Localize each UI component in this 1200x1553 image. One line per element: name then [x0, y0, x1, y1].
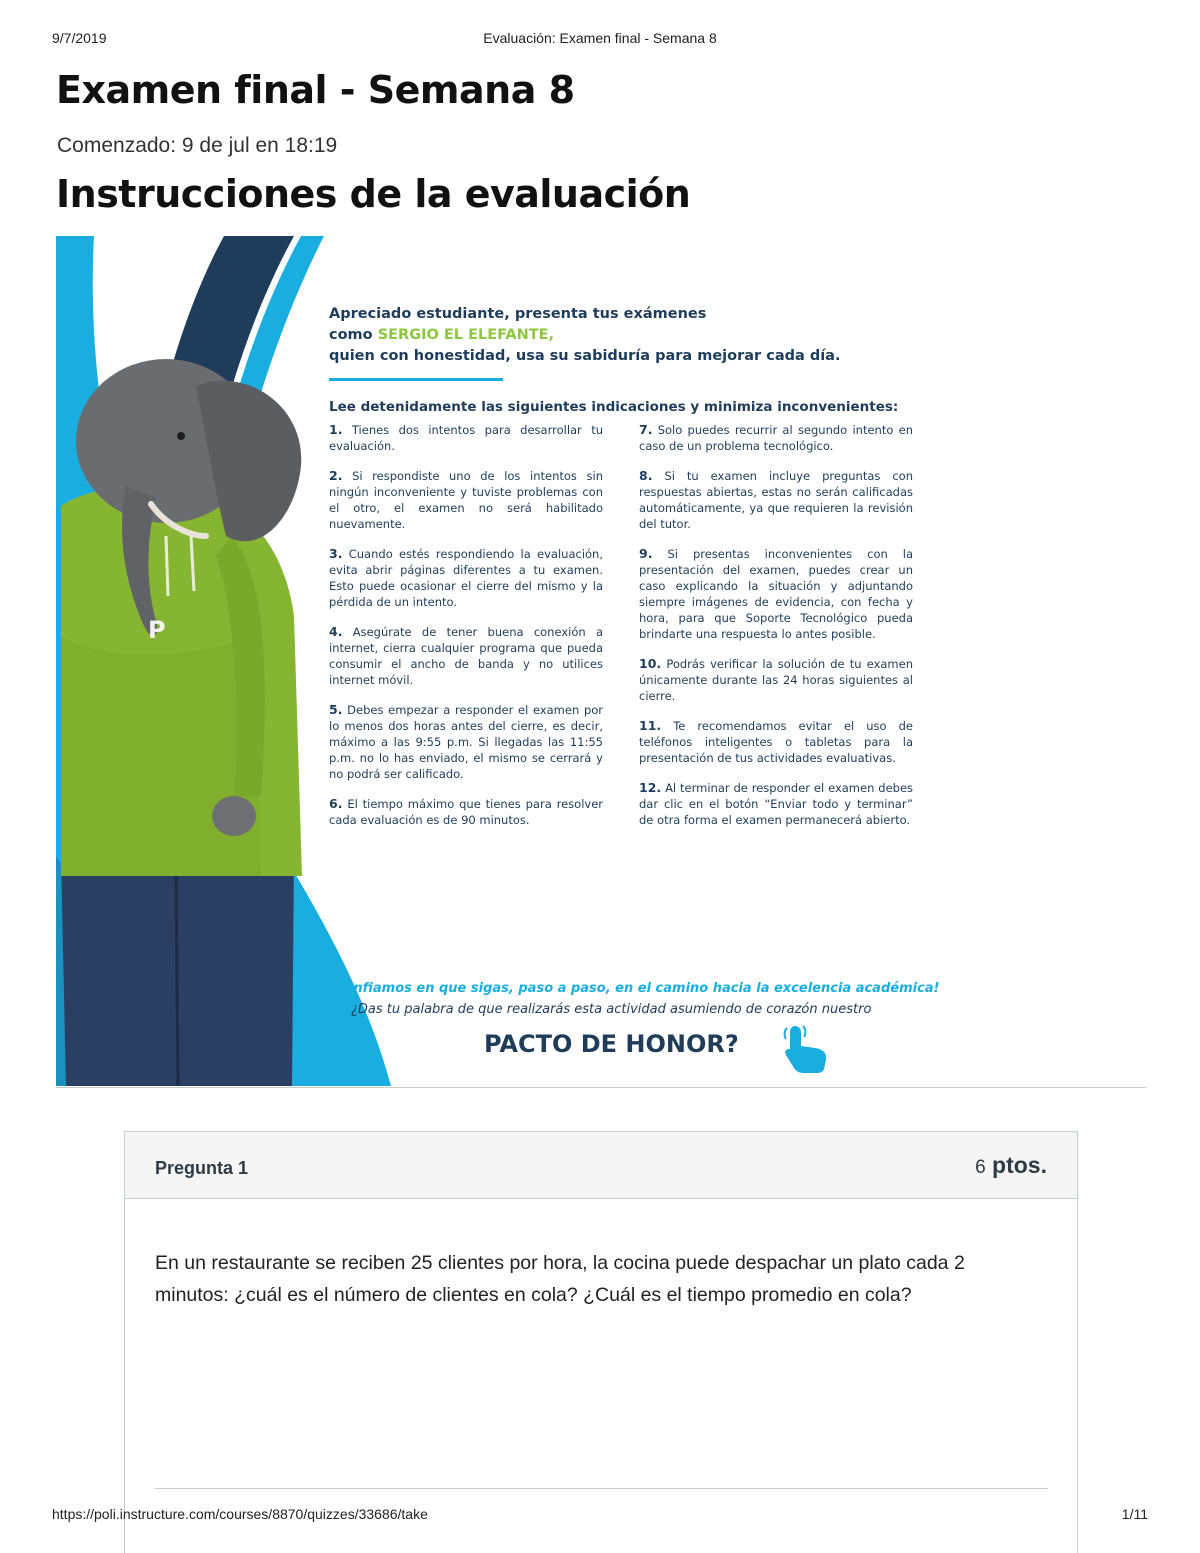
print-url: https://poli.instructure.com/courses/8870/quizzes/33686/take: [52, 1506, 428, 1522]
instruction-item: 4. Asegúrate de tener buena conexión a internet, cierra cualquier programa que pueda consumir el ancho de banda y no utilices internet móvil.: [329, 624, 604, 687]
greeting-line-2: [329, 325, 840, 346]
greeting-prefix: como: [329, 327, 378, 343]
greeting-underline: [329, 378, 503, 381]
points-unit: ptos.: [992, 1152, 1047, 1178]
question-points: [975, 1152, 1047, 1179]
points-value: 6: [975, 1157, 986, 1178]
question-separator: [155, 1488, 1048, 1489]
print-footer: [52, 1506, 1148, 1526]
print-page-number: 1/11: [1121, 1506, 1148, 1522]
quiz-title: Examen final - Semana 8: [56, 68, 575, 112]
banner-greeting: [329, 304, 840, 367]
instruction-item: 2. Si respondiste uno de los intentos sin ningún inconveniente y tuviste problemas con el otro, el examen no será habilitado nuevamente.: [329, 468, 603, 531]
instruction-item: 10. Podrás verificar la solución de tu examen únicamente durante las 24 horas siguientes al cierre.: [639, 656, 913, 703]
question-text: En un restaurante se reciben 25 clientes por hora, la cocina puede despachar un plato cada 2 minutos: ¿cuál es el número de clientes en cola? ¿Cuál es el tiempo promedio en cola?: [155, 1252, 965, 1306]
instruction-item: 3. Cuando estés respondiendo la evaluación, evita abrir páginas diferentes a tu examen. Esto puede ocasionar el cierre del mismo y la pérdida de un intento.: [329, 546, 603, 609]
instructions-column-left: [329, 422, 603, 842]
hoodie-logo: P: [148, 616, 166, 644]
banner-text: [329, 236, 939, 1086]
instruction-item: 9. Si presentas inconvenientes con la presentación del examen, puedes crear un caso explicando la situación y adjuntando siempre imágenes de evidencia, con fecha y hora, para que Soporte Tecnológico pueda brindarte una respuesta lo antes posible.: [639, 546, 913, 641]
instructions-banner-image: [56, 236, 950, 1086]
instruction-item: 7. Solo puedes recurrir al segundo intento en caso de un problema tecnológico.: [639, 422, 914, 453]
instruction-item: 12. Al terminar de responder el examen debes dar clic en el botón “Enviar todo y terminar” de otra forma el examen permanecerá abierto.: [639, 780, 914, 827]
question-card: [124, 1131, 1078, 1553]
pointing-hand-icon: [781, 1022, 833, 1074]
instructions-column-right: [639, 422, 913, 842]
instruction-item: 6. El tiempo máximo que tienes para resolver cada evaluación es de 90 minutos.: [329, 796, 603, 827]
instruction-item: 5. Debes empezar a responder el examen por lo menos dos horas antes del cierre, es decir, máximo a las 9:55 p.m. Si llegadas las 11:55 p.m. no lo has enviado, el mismo se cerrará y no podrá ser calificado.: [329, 702, 604, 781]
closing-line-2: ¿Das tu palabra de que realizarás esta actividad asumiendo de corazón nuestro: [351, 1002, 872, 1017]
instructions-heading: Instrucciones de la evaluación: [56, 172, 691, 216]
print-date: 9/7/2019: [52, 30, 107, 46]
closing-line-1: ¡Confiamos en que sigas, paso a paso, en el camino hacia la excelencia académica!: [329, 981, 940, 996]
instruction-item: 11. Te recomendamos evitar el uso de teléfonos inteligentes o tabletas para la presentación de tus actividades evaluativas.: [639, 718, 914, 765]
pacto-de-honor-text: PACTO DE HONOR?: [484, 1030, 739, 1058]
section-divider: [56, 1087, 1146, 1088]
question-header: [125, 1132, 1077, 1199]
instruction-item: 8. Si tu examen incluye preguntas con respuestas abiertas, estas no serán calificadas automáticamente, ya que requieren la revisión del tutor.: [639, 468, 913, 531]
question-name: Pregunta 1: [155, 1158, 249, 1178]
started-timestamp: Comenzado: 9 de jul en 18:19: [57, 134, 338, 157]
elephant-mascot-illustration: [61, 359, 302, 1086]
greeting-line-3: quien con honestidad, usa su sabiduría para mejorar cada día.: [329, 348, 841, 364]
print-header: [52, 30, 1148, 50]
greeting-line-1: Apreciado estudiante, presenta tus exámenes: [329, 306, 707, 322]
instructions-lead: Lee detenidamente las siguientes indicaciones y minimiza inconvenientes:: [329, 399, 899, 415]
instruction-item: 1. Tienes dos intentos para desarrollar tu evaluación.: [329, 422, 603, 453]
print-page-title: Evaluación: Examen final - Semana 8: [483, 30, 717, 46]
greeting-highlight: SERGIO EL ELEFANTE,: [377, 327, 555, 343]
